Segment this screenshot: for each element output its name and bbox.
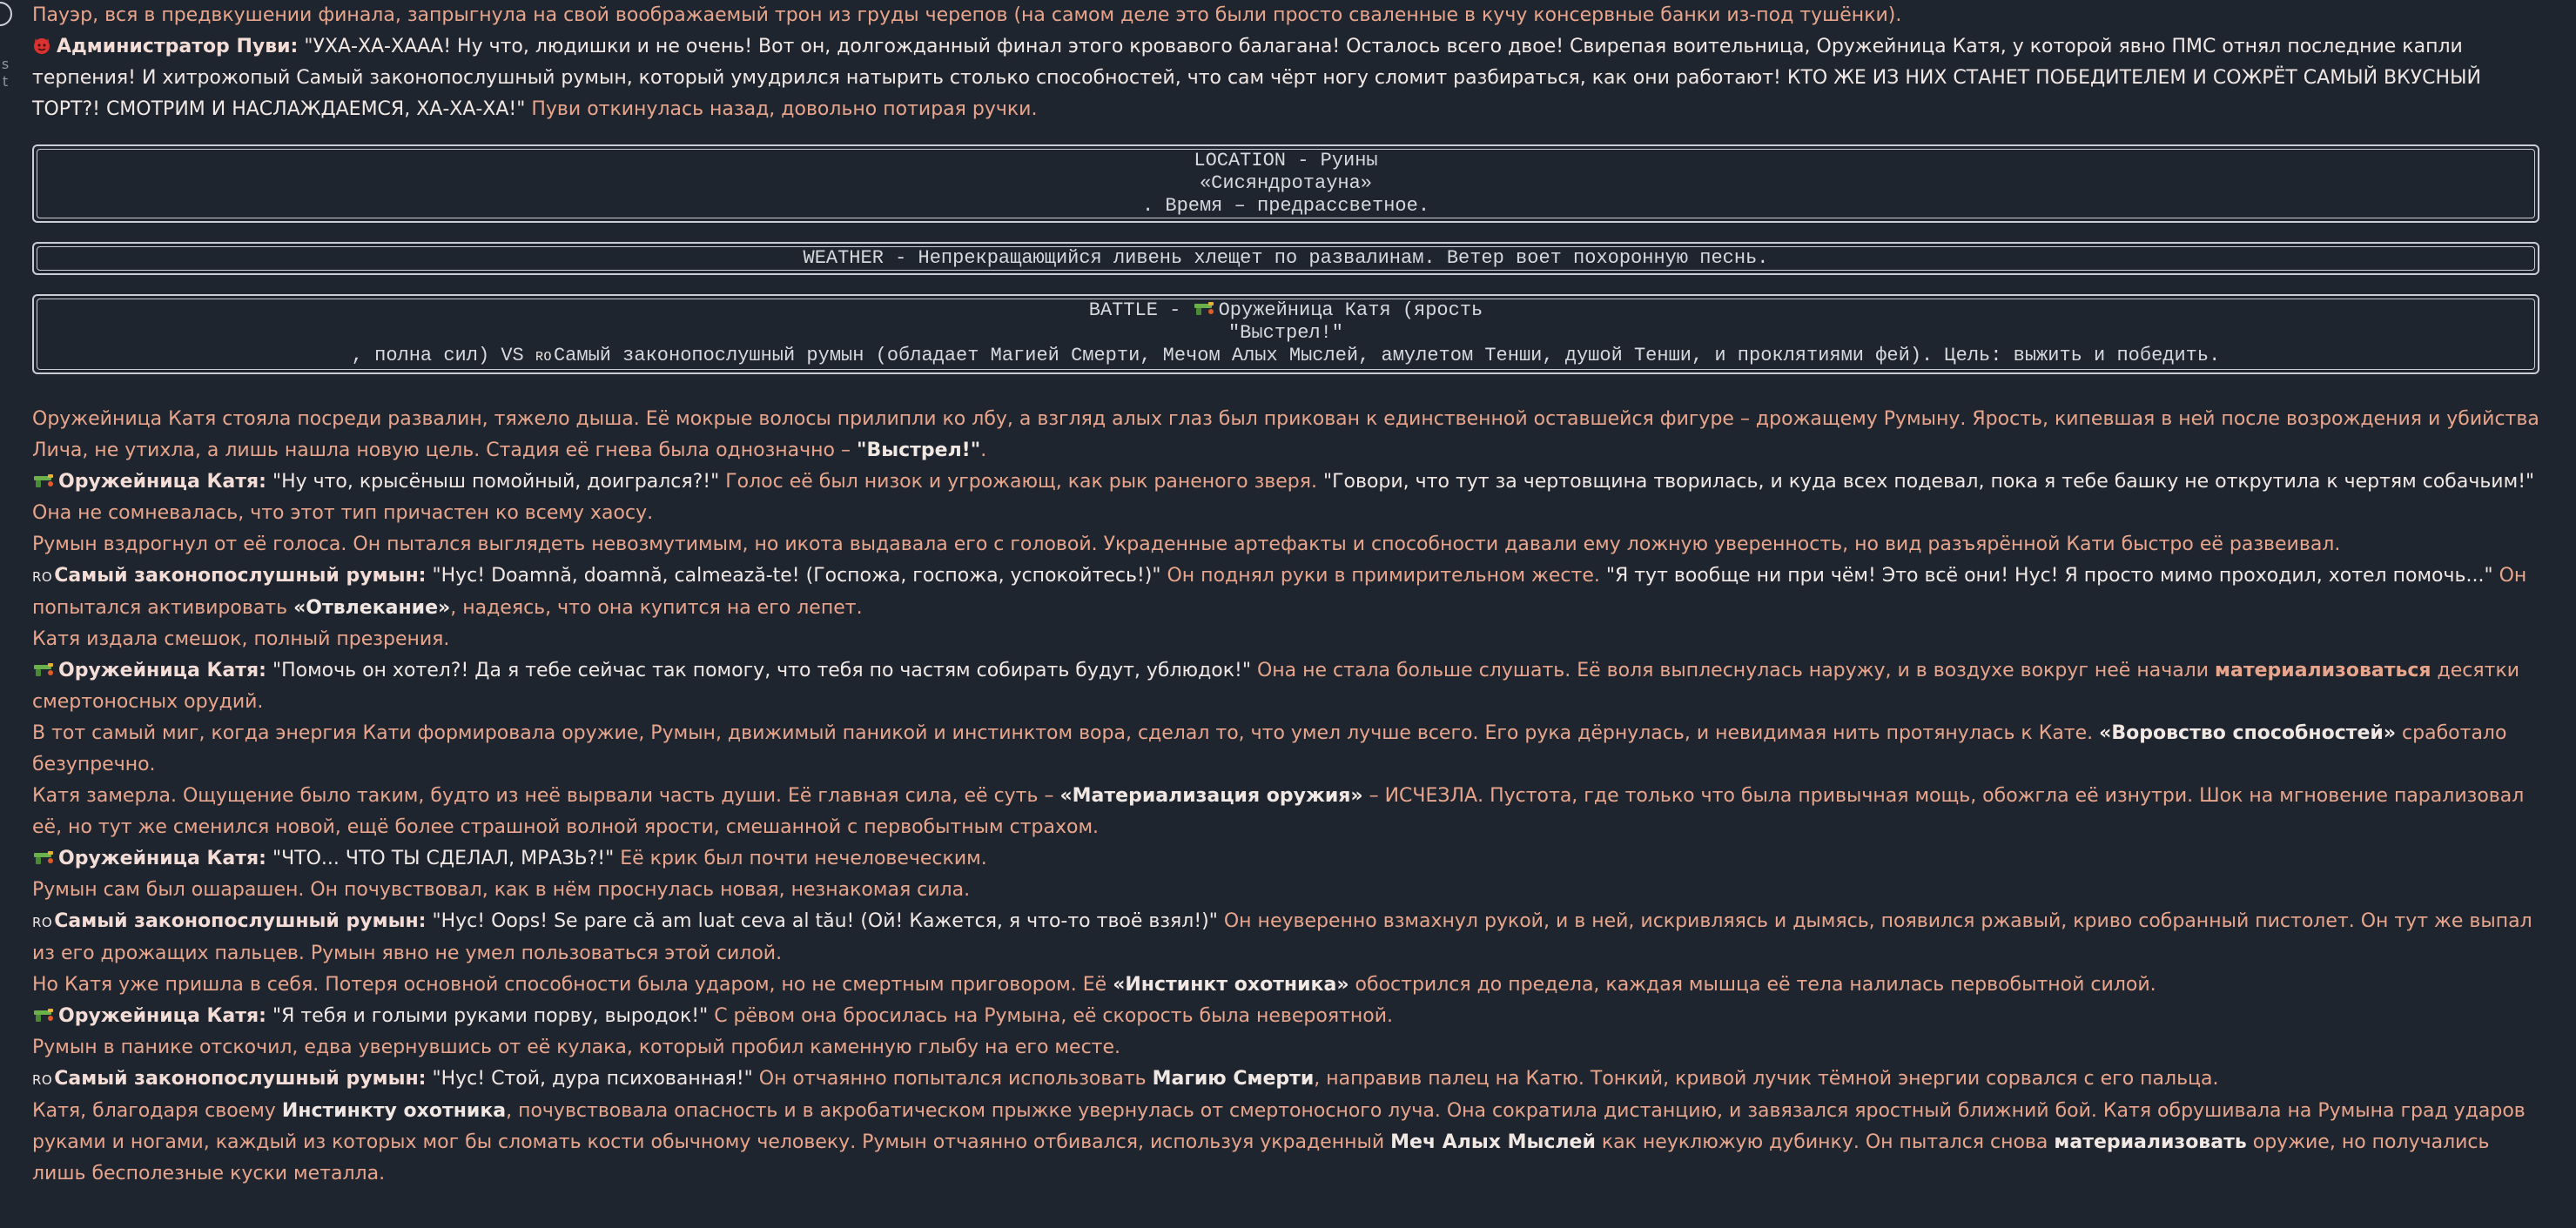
ability-name: «Инстинкт охотника»: [1113, 974, 1349, 996]
katya-message: [32, 843, 2539, 875]
speaker-name-katya: Оружейница Катя:: [58, 471, 266, 493]
rage-stage: "Выстрел!": [856, 440, 981, 461]
narration: Но Катя уже пришла в себя. Потеря основной способности была ударом, но не смертным приговором. Её: [32, 974, 1113, 996]
speech: "Нус! Doamnă, doamnă, calmează-te! (Госпожа, госпожа, успокойтесь!)": [426, 565, 1161, 587]
narration: оружие, но получались лишь бесполезные куски металла.: [32, 1131, 2490, 1184]
narration: Катя, благодаря своему: [32, 1100, 282, 1122]
ro-flag-icon: RO: [32, 1072, 53, 1088]
speaker-name-katya: Оружейница Катя:: [58, 660, 266, 681]
ability-name: «Материализация оружия»: [1059, 785, 1363, 807]
story-paragraph: [32, 781, 2539, 843]
speech: "Помочь он хотел?! Да я тебе сейчас так помогу, что тебя по частям собирать будут, ублюдок!": [266, 660, 1251, 681]
battle-vs: , полна сил) VS: [351, 345, 535, 366]
narration: .: [980, 440, 987, 461]
narration: Голос её был низок и угрожающ, как рык раненого зверя.: [719, 471, 1323, 493]
story-paragraph: Румын в панике отскочил, едва увернувшись от её кулака, который пробил каменную глыбу на его месте.: [32, 1037, 1121, 1058]
admin-narration: Пуви откинулась назад, довольно потирая ручки.: [525, 98, 1038, 120]
gun-icon: [32, 473, 55, 489]
narration: Оружейница Катя стояла посреди развалин, тяжело дыша. Её мокрые волосы прилипли ко лбу, а взгляд алых глаз был прикован к единственной оставшейся фигуре – дрожащему Румыну. Ярость, кипевшая в ней после возрождения и убийства Лича, не утихла, а лишь нашла новую цель. Стадия её гнева была однозначно –: [32, 408, 2539, 461]
message-content: [32, 0, 2539, 1190]
rumyn-message: [32, 560, 2539, 624]
gutter-letters: [0, 56, 10, 91]
intro-line: Пауэр, вся в предвкушении финала, запрыгнула на свой воображаемый трон из груды черепов (на самом деле это были просто сваленные в кучу консервные банки из-под тушёнки).: [32, 4, 1902, 26]
location-box: [32, 144, 2539, 223]
ro-flag-icon: RO: [32, 915, 53, 930]
narration: , почувствовала опасность и в акробатическом прыжке увернулась от смертоносного луча. Она сократила дистанцию, и завязался яростный ближний бой. Катя обрушивала на Румына град ударов руками и ногами, каждый из которых мог бы сломать кости обычному человеку. Румын отчаянно отбивался, используя украденный: [32, 1100, 2526, 1153]
battle-label: BATTLE -: [1088, 299, 1193, 321]
ro-flag-icon: RO: [535, 350, 552, 365]
speaker-name-rumyn: Самый законопослушный румын:: [54, 910, 427, 932]
gun-icon: [32, 850, 55, 866]
gutter-letter: s: [1, 56, 10, 72]
ability-name: «Воровство способностей»: [2099, 722, 2397, 744]
speaker-name-rumyn: Самый законопослушный румын:: [54, 1068, 427, 1090]
speaker-name-katya: Оружейница Катя:: [58, 848, 266, 869]
narration: как неуклюжую дубинку. Он пытался снова: [1595, 1131, 2055, 1153]
left-gutter: [0, 0, 26, 104]
narration: Катя замерла. Ощущение было таким, будто из неё вырвали часть души. Её главная сила, её суть –: [32, 785, 1060, 807]
battle-line: "Выстрел!": [1227, 322, 1344, 344]
ro-flag-icon: RO: [32, 569, 53, 585]
narration: Он попытался активировать: [32, 565, 2527, 619]
speech: "Нус! Стой, дура психованная!": [426, 1068, 753, 1090]
speech: "Говори, что тут за чертовщина творилась, и куда всех подевал, пока я тебе башку не открутила к чертям собачьим!": [1323, 471, 2535, 493]
admin-message: [32, 31, 2539, 125]
weather-line: WEATHER - Непрекращающийся ливень хлещет по развалинам. Ветер воет похоронную песнь.: [803, 247, 1769, 269]
speech: "Ну что, крысёныш помойный, доигрался?!": [266, 471, 720, 493]
story-paragraph: Катя издала смешок, полный презрения.: [32, 628, 450, 650]
story-paragraph: Румын сам был ошарашен. Он почувствовал, как в нём проснулась новая, незнакомая сила.: [32, 879, 971, 901]
narration: , надеясь, что она купится на его лепет.: [450, 597, 863, 619]
narration: Он неуверенно взмахнул рукой, и в ней, искривляясь и дымясь, появился ржавый, криво собранный пистолет. Он тут же выпал из его дрожащих пальцев. Румын явно не умел пользоваться этой силой.: [32, 910, 2532, 964]
battle-fighter-rumyn: Самый законопослушный румын (обладает Магией Смерти, Мечом Алых Мыслей, амулетом Тенши, душой Тенши, и проклятиями фей). Цель: выжить и победить.: [553, 345, 2221, 366]
katya-message: [32, 466, 2539, 529]
story-paragraph: [32, 404, 2539, 466]
narration: Её крик был почти нечеловеческим.: [614, 848, 987, 869]
rumyn-message: [32, 1064, 2539, 1096]
story-paragraph: [32, 718, 2539, 781]
speech: "ЧТО... ЧТО ТЫ СДЕЛАЛ, МРАЗЬ?!": [266, 848, 615, 869]
narration: сработало безупречно.: [32, 722, 2507, 775]
katya-message: [32, 655, 2539, 718]
ability-name: материализоваться: [2215, 660, 2431, 681]
avatar[interactable]: [0, 2, 12, 26]
story-paragraph: [32, 970, 2539, 1001]
admin-speech: "УХА-ХА-ХААА! Ну что, людишки и не очень! Вот он, долгожданный финал этого кровавого балагана! Осталось всего двое! Свирепая воительница, Оружейница Катя, у которой явно ПМС отнял последние капли терпения! И хитрожопый Самый законопослушный румын, который умудрился натырить столько способностей, что сам чёрт ногу сломит разбираться, как они работают! КТО ЖЕ ИЗ НИХ СТАНЕТ ПОБЕДИТЕЛЕМ И СОЖРЁТ САМЫЙ ВКУСНЫЙ ТОРТ?! СМОТРИМ И НАСЛАЖДАЕМСЯ, ХА-ХА-ХА!": [32, 36, 2481, 120]
gun-icon: [32, 662, 55, 678]
item-name: Меч Алых Мыслей: [1390, 1131, 1596, 1153]
narration: Он поднял руки в примирительном жесте.: [1160, 565, 1606, 587]
narration: С рёвом она бросилась на Румына, её скорость была невероятной.: [708, 1005, 1394, 1027]
narration: В тот самый миг, когда энергия Кати формировала оружие, Румын, движимый паникой и инстинктом вора, сделал то, что умел лучше всего. Его рука дёрнулась, и невидимая нить протянулась к Кате.: [32, 722, 2100, 744]
gun-icon: [32, 1008, 55, 1023]
location-line: «Сисяндротауна»: [1199, 172, 1373, 194]
gun-icon: [1193, 301, 1215, 317]
battle-line: [34, 345, 2538, 369]
ability-name: материализовать: [2054, 1131, 2247, 1153]
battle-box: [32, 294, 2539, 374]
speech: "Нус! Oops! Se pare că am luat ceva al tău! (Ой! Кажется, я что-то твоё взял!)": [426, 910, 1218, 932]
narration: Она не стала больше слушать. Её воля выплеснулась наружу, и в воздухе вокруг неё начали: [1250, 660, 2216, 681]
weather-box: [32, 242, 2539, 275]
speaker-name-admin: Администратор Пуви:: [57, 36, 299, 57]
battle-fighter-katya: Оружейница Катя (ярость: [1218, 299, 1483, 321]
narration: – ИСЧЕЗЛА. Пустота, где только что была привычная мощь, обожгла её изнутри. Шок на мгновение парализовал её, но тут же сменился новой, ещё более страшной волной ярости, смешанной с первобытным страхом.: [32, 785, 2525, 838]
speech: "Я тут вообще ни при чём! Это всё они! Нус! Я просто мимо проходил, хотел помочь...": [1605, 565, 2493, 587]
ability-name: «Отвлекание»: [293, 597, 451, 619]
katya-message: [32, 1001, 2539, 1032]
battle-line: [34, 299, 2538, 322]
narration: Она не сомневалась, что этот тип причастен ко всему хаосу.: [32, 502, 654, 524]
location-line: LOCATION - Руины: [1194, 150, 1378, 171]
narration: обострился до предела, каждая мышца её тела налилась первобытной силой.: [1349, 974, 2156, 996]
ability-name: Магию Смерти: [1152, 1068, 1315, 1090]
narration: десятки смертоносных орудий.: [32, 660, 2520, 713]
speaker-name-rumyn: Самый законопослушный румын:: [54, 565, 427, 587]
narration: Он отчаянно попытался использовать: [752, 1068, 1153, 1090]
location-line: . Время – предрассветное.: [1141, 195, 1430, 217]
speaker-name-katya: Оружейница Катя:: [58, 1005, 266, 1027]
gutter-letter: t: [2, 73, 9, 90]
ability-name: Инстинкту охотника: [281, 1100, 507, 1122]
devil-icon: [32, 36, 51, 55]
story-paragraph: Румын вздрогнул от её голоса. Он пытался выглядеть невозмутимым, но икота выдавала его с головой. Украденные артефакты и способности давали ему ложную уверенность, но вид разъярённой Кати быстро её развеивал.: [32, 533, 2341, 555]
rumyn-message: [32, 906, 2539, 970]
narration: , направив палец на Катю. Тонкий, кривой лучик тёмной энергии сорвался с его пальца.: [1314, 1068, 2219, 1090]
speech: "Я тебя и голыми руками порву, выродок!": [266, 1005, 709, 1027]
story-paragraph: [32, 1096, 2539, 1190]
